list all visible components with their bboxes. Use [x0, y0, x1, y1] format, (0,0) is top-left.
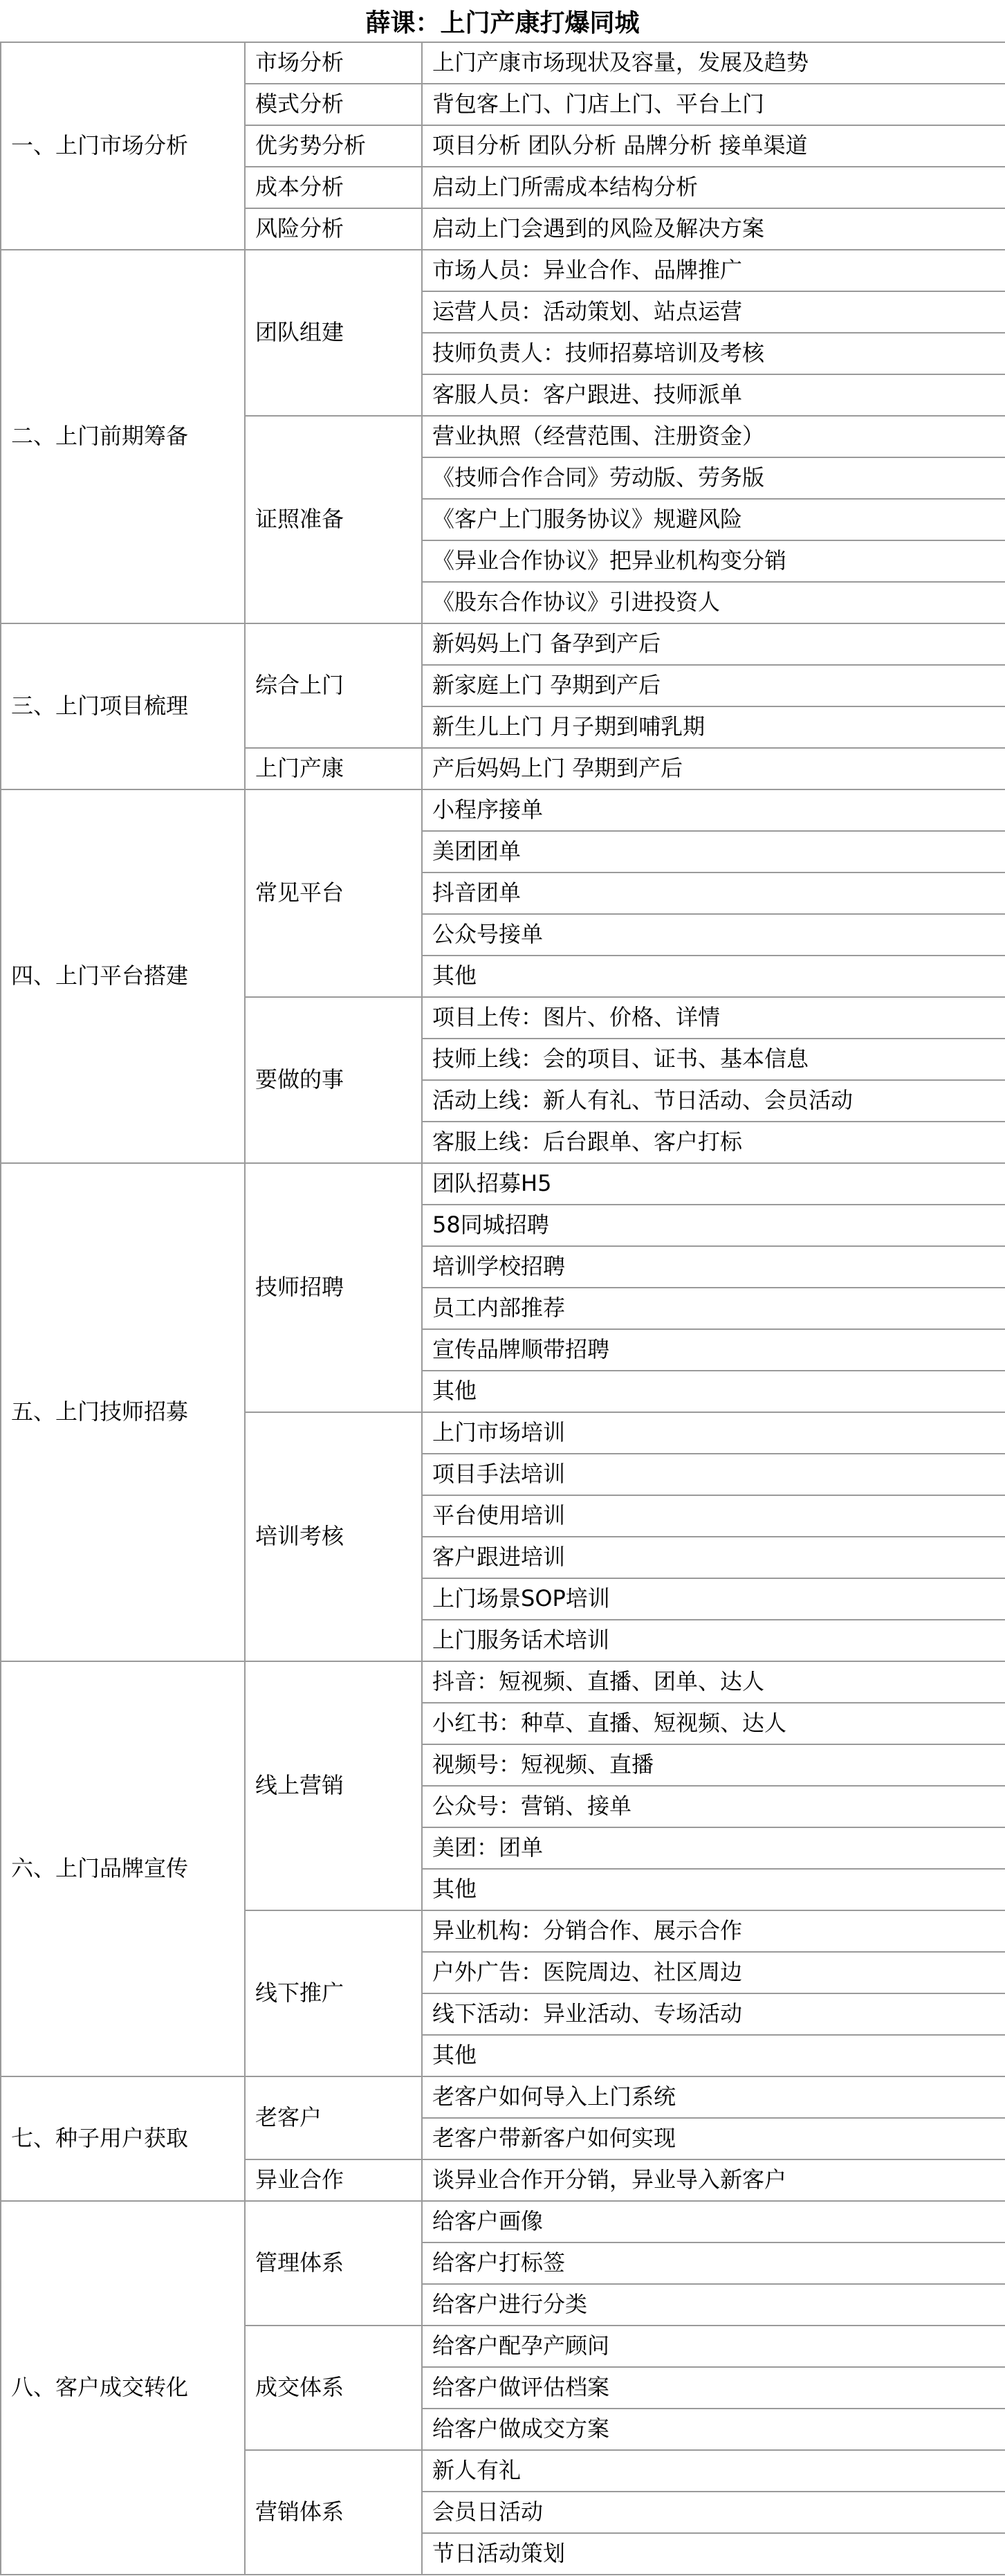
- item-text: 其他: [422, 2035, 1005, 2076]
- item-text: 上门产康市场现状及容量，发展及趋势: [422, 42, 1005, 84]
- group-label: 成交体系: [245, 2326, 422, 2450]
- section-label: 六、上门品牌宣传: [1, 1661, 245, 2076]
- item-text: 产后妈妈上门 孕期到产后: [422, 748, 1005, 789]
- item-text: 抖音：短视频、直播、团单、达人: [422, 1661, 1005, 1703]
- item-text: 视频号：短视频、直播: [422, 1744, 1005, 1786]
- table-row: [1, 1661, 1005, 1703]
- group-label: 培训考核: [245, 1412, 422, 1661]
- section-label: 八、客户成交转化: [1, 2201, 245, 2575]
- item-text: 其他: [422, 1869, 1005, 1910]
- group-label: 优劣势分析: [245, 125, 422, 167]
- item-text: 市场人员：异业合作、品牌推广: [422, 250, 1005, 291]
- item-text: 背包客上门、门店上门、平台上门: [422, 84, 1005, 125]
- group-label: 常见平台: [245, 789, 422, 997]
- table-row: [1, 250, 1005, 291]
- item-text: 线下活动：异业活动、专场活动: [422, 1993, 1005, 2035]
- table-row: [1, 2076, 1005, 2118]
- group-label: 老客户: [245, 2076, 422, 2159]
- item-text: 客户跟进培训: [422, 1537, 1005, 1578]
- group-label: 成本分析: [245, 167, 422, 208]
- item-text: 公众号：营销、接单: [422, 1786, 1005, 1827]
- page-title: 薛课：上门产康打爆同城: [365, 8, 640, 37]
- section-label: 五、上门技师招募: [1, 1163, 245, 1661]
- item-text: 员工内部推荐: [422, 1288, 1005, 1329]
- item-text: 《客户上门服务协议》规避风险: [422, 499, 1005, 540]
- outline-table: [0, 42, 1005, 2575]
- item-text: 技师负责人：技师招募培训及考核: [422, 333, 1005, 374]
- item-text: 新生儿上门 月子期到哺乳期: [422, 706, 1005, 748]
- item-text: 上门市场培训: [422, 1412, 1005, 1454]
- item-text: 《股东合作协议》引进投资人: [422, 582, 1005, 623]
- item-text: 老客户带新客户如何实现: [422, 2118, 1005, 2159]
- group-label: 市场分析: [245, 42, 422, 84]
- item-text: 节日活动策划: [422, 2533, 1005, 2575]
- item-text: 《技师合作合同》劳动版、劳务版: [422, 457, 1005, 499]
- item-text: 新人有礼: [422, 2450, 1005, 2492]
- item-text: 上门服务话术培训: [422, 1620, 1005, 1661]
- item-text: 给客户打标签: [422, 2242, 1005, 2284]
- item-text: 团队招募H5: [422, 1163, 1005, 1205]
- item-text: 会员日活动: [422, 2492, 1005, 2533]
- item-text: 客服人员：客户跟进、技师派单: [422, 374, 1005, 416]
- item-text: 58同城招聘: [422, 1205, 1005, 1246]
- section-label: 三、上门项目梳理: [1, 623, 245, 789]
- table-row: [1, 42, 1005, 84]
- section-label: 四、上门平台搭建: [1, 789, 245, 1163]
- item-text: 项目分析 团队分析 品牌分析 接单渠道: [422, 125, 1005, 167]
- group-label: 要做的事: [245, 997, 422, 1163]
- item-text: 公众号接单: [422, 914, 1005, 956]
- section-label: 一、上门市场分析: [1, 42, 245, 250]
- item-text: 异业机构：分销合作、展示合作: [422, 1910, 1005, 1952]
- item-text: 启动上门会遇到的风险及解决方案: [422, 208, 1005, 250]
- group-label: 综合上门: [245, 623, 422, 748]
- group-label: 营销体系: [245, 2450, 422, 2575]
- group-label: 风险分析: [245, 208, 422, 250]
- item-text: 抖音团单: [422, 873, 1005, 914]
- item-text: 老客户如何导入上门系统: [422, 2076, 1005, 2118]
- table-row: [1, 1163, 1005, 1205]
- item-text: 上门场景SOP培训: [422, 1578, 1005, 1620]
- item-text: 新妈妈上门 备孕到产后: [422, 623, 1005, 665]
- item-text: 技师上线：会的项目、证书、基本信息: [422, 1039, 1005, 1080]
- item-text: 给客户做评估档案: [422, 2367, 1005, 2409]
- item-text: 营业执照（经营范围、注册资金）: [422, 416, 1005, 457]
- group-label: 团队组建: [245, 250, 422, 416]
- table-row: [1, 623, 1005, 665]
- section-label: 七、种子用户获取: [1, 2076, 245, 2201]
- group-label: 管理体系: [245, 2201, 422, 2326]
- table-row: [1, 2201, 1005, 2242]
- item-text: 美团：团单: [422, 1827, 1005, 1869]
- item-text: 给客户进行分类: [422, 2284, 1005, 2326]
- item-text: 美团团单: [422, 831, 1005, 873]
- item-text: 新家庭上门 孕期到产后: [422, 665, 1005, 706]
- item-text: 项目上传：图片、价格、详情: [422, 997, 1005, 1039]
- item-text: 客服上线：后台跟单、客户打标: [422, 1122, 1005, 1163]
- group-label: 模式分析: [245, 84, 422, 125]
- group-label: 线上营销: [245, 1661, 422, 1910]
- group-label: 技师招聘: [245, 1163, 422, 1412]
- item-text: 小程序接单: [422, 789, 1005, 831]
- item-text: 项目手法培训: [422, 1454, 1005, 1495]
- group-label: 证照准备: [245, 416, 422, 623]
- item-text: 小红书：种草、直播、短视频、达人: [422, 1703, 1005, 1744]
- item-text: 谈异业合作开分销，异业导入新客户: [422, 2159, 1005, 2201]
- item-text: 宣传品牌顺带招聘: [422, 1329, 1005, 1371]
- item-text: 给客户配孕产顾问: [422, 2326, 1005, 2367]
- item-text: 给客户做成交方案: [422, 2409, 1005, 2450]
- item-text: 平台使用培训: [422, 1495, 1005, 1537]
- item-text: 其他: [422, 1371, 1005, 1412]
- group-label: 异业合作: [245, 2159, 422, 2201]
- item-text: 培训学校招聘: [422, 1246, 1005, 1288]
- item-text: 户外广告：医院周边、社区周边: [422, 1952, 1005, 1993]
- table-row: [1, 789, 1005, 831]
- item-text: 《异业合作协议》把异业机构变分销: [422, 540, 1005, 582]
- group-label: 上门产康: [245, 748, 422, 789]
- item-text: 给客户画像: [422, 2201, 1005, 2242]
- item-text: 其他: [422, 956, 1005, 997]
- group-label: 线下推广: [245, 1910, 422, 2076]
- section-label: 二、上门前期筹备: [1, 250, 245, 623]
- item-text: 启动上门所需成本结构分析: [422, 167, 1005, 208]
- item-text: 活动上线：新人有礼、节日活动、会员活动: [422, 1080, 1005, 1122]
- item-text: 运营人员：活动策划、站点运营: [422, 291, 1005, 333]
